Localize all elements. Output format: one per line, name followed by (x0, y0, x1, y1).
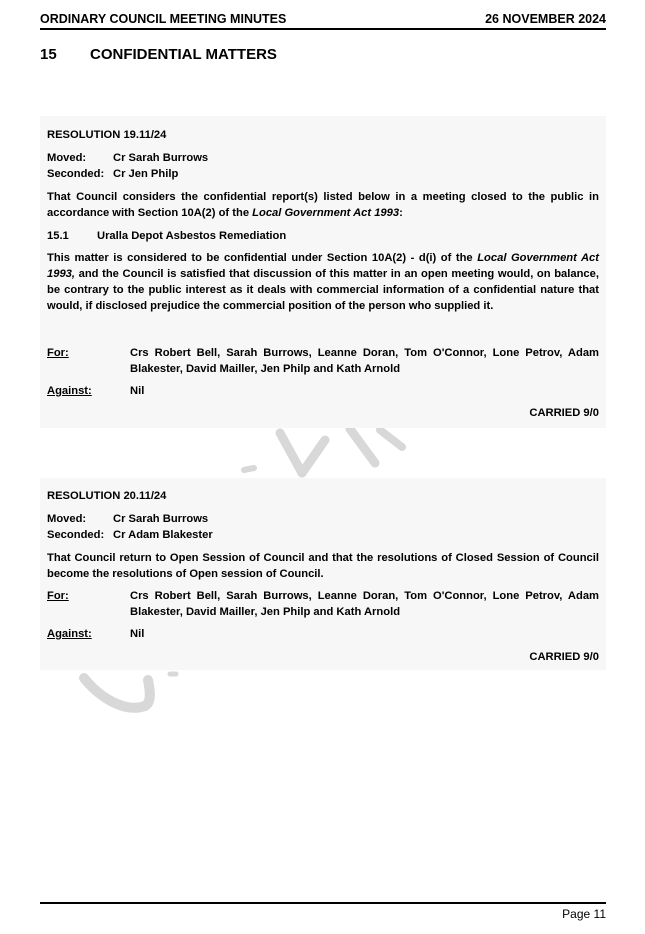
motion-text-end: : (399, 207, 403, 219)
header-title: ORDINARY COUNCIL MEETING MINUTES (40, 12, 287, 26)
confidential-act-name: Local Government Act 1993, (47, 252, 599, 280)
confidential-text-end: and the Council is satisfied that discussion of this matter in an open meeting would, on balance, be contrary to the public interest as it deals with commercial information of a confidential nature that would, if disclosed prejudice the commercial position of the person who supplied it. (47, 268, 599, 312)
seconded-value: Cr Jen Philp (113, 168, 179, 180)
section-heading (40, 45, 277, 65)
motion-text: That Council return to Open Session of Council and that the resolutions of Closed Session of Council become the resolutions of Open session of Council. (47, 552, 599, 580)
motion-text-part: That Council considers the confidential report(s) listed below in a meeting closed to the public in accordance with Section 10A(2) of the (47, 191, 599, 219)
seconded-label: Seconded: (47, 529, 105, 541)
moved-row (47, 150, 599, 166)
against-label: Against: (47, 385, 92, 397)
seconded-label: Seconded: (47, 168, 105, 180)
moved-value: Cr Sarah Burrows (113, 513, 209, 525)
carried-status: CARRIED 9/0 (529, 407, 599, 419)
item-row (47, 228, 599, 244)
motion-act-name: Local Government Act 1993 (252, 207, 400, 219)
seconded-row (47, 527, 599, 543)
for-value: Crs Robert Bell, Sarah Burrows, Leanne Doran, Tom O'Connor, Lone Petrov, Adam Blakester, David Mailler, Jen Philp and Kath Arnold (130, 590, 599, 618)
section-number: 15 (40, 46, 57, 63)
item-title: Uralla Depot Asbestos Remediation (97, 230, 287, 242)
for-label: For: (47, 347, 69, 359)
against-value: Nil (130, 385, 145, 397)
moved-value: Cr Sarah Burrows (113, 152, 209, 164)
for-label: For: (47, 590, 69, 602)
watermark-graphic-2 (70, 668, 190, 718)
page-header (40, 9, 606, 30)
page-number: Page 11 (562, 907, 606, 921)
header-date: 26 NOVEMBER 2024 (485, 12, 606, 26)
confidential-text (47, 250, 599, 314)
item-number: 15.1 (47, 230, 69, 242)
footer-divider (40, 902, 606, 904)
for-value: Crs Robert Bell, Sarah Burrows, Leanne Doran, Tom O'Connor, Lone Petrov, Adam Blakester, David Mailler, Jen Philp and Kath Arnold (130, 347, 599, 375)
moved-row (47, 511, 599, 527)
resolution-19-11-24 (40, 116, 606, 428)
against-label: Against: (47, 628, 92, 640)
confidential-text-part: This matter is considered to be confidential under Section 10A(2) - d(i) of the (47, 252, 478, 264)
moved-label: Moved: (47, 152, 87, 164)
resolution-heading: RESOLUTION 19.11/24 (47, 129, 167, 141)
against-value: Nil (130, 628, 145, 640)
carried-status: CARRIED 9/0 (529, 651, 599, 663)
watermark-graphic (230, 425, 420, 480)
resolution-heading: RESOLUTION 20.11/24 (47, 490, 167, 502)
seconded-row (47, 166, 599, 182)
section-title: CONFIDENTIAL MATTERS (90, 46, 277, 63)
moved-label: Moved: (47, 513, 87, 525)
motion-text (47, 189, 599, 221)
resolution-20-11-24 (40, 478, 606, 670)
seconded-value: Cr Adam Blakester (113, 529, 213, 541)
